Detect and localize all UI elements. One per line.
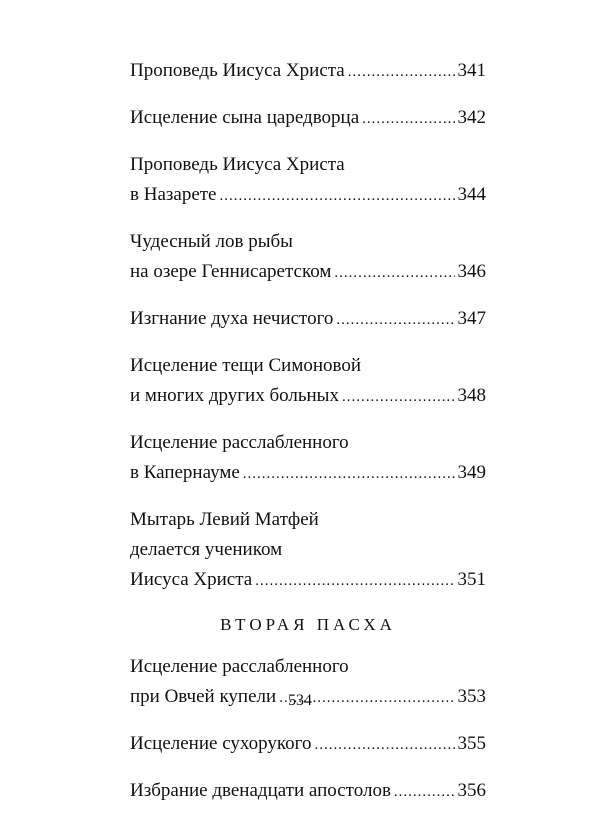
toc-entry-line [130, 505, 486, 535]
toc-entry-title: Чудесный лов рыбы [130, 231, 293, 252]
toc-entry-line [130, 652, 486, 682]
toc-entry-title: Изгнание духа нечистого [130, 308, 334, 329]
toc-entry-title: Исцеление расслабленного [130, 432, 349, 453]
toc-page-number: 348 [457, 385, 486, 406]
dot-leader [334, 258, 454, 288]
toc-entry [130, 56, 486, 87]
toc-entry-line [130, 428, 486, 458]
toc-entry-title: в Капернауме [130, 462, 240, 483]
toc-page-number: 342 [457, 107, 486, 128]
toc-entry-title: Исцеление сына царедворца [130, 107, 360, 128]
dot-leader [336, 305, 454, 335]
toc-entry [130, 351, 486, 412]
toc-entry [130, 505, 486, 596]
toc-page-number: 347 [457, 308, 486, 329]
toc-entry-line [130, 150, 486, 180]
page-number: 534 [288, 692, 312, 709]
toc-entry [130, 428, 486, 489]
toc-entry-line [130, 351, 486, 381]
toc-entry-title: Избрание двенадцати апостолов [130, 780, 391, 801]
section-heading: ВТОРАЯ ПАСХА [220, 615, 396, 634]
toc-entry-line [130, 565, 486, 596]
toc-part-1 [130, 56, 486, 596]
toc-entry [130, 729, 486, 760]
toc-page-number: 341 [457, 60, 486, 81]
toc-entry-title: при Овчей купели [130, 686, 277, 707]
dot-leader [243, 459, 455, 489]
toc-entry-line [130, 458, 486, 489]
toc-entry-title: Исцеление сухорукого [130, 733, 312, 754]
toc-entry-title: делается учеником [130, 539, 283, 560]
toc-page-number: 356 [457, 780, 486, 801]
toc-entry-title: Проповедь Иисуса Христа [130, 60, 345, 81]
toc-entry-title: Иисуса Христа [130, 569, 253, 590]
toc-page-number: 353 [457, 686, 486, 707]
toc-entry-title: Мытарь Левий Матфей [130, 509, 319, 530]
toc-page-number: 344 [457, 184, 486, 205]
toc-entry [130, 227, 486, 288]
toc-entry [130, 304, 486, 335]
dot-leader [219, 181, 454, 211]
dot-leader [314, 730, 454, 760]
toc-entry-title: Исцеление тещи Симоновой [130, 355, 362, 376]
toc-entry-line [130, 304, 486, 335]
toc-entry-title: Проповедь Иисуса Христа [130, 154, 345, 175]
dot-leader [348, 57, 455, 87]
toc-part-2 [130, 652, 486, 807]
toc-page-number: 355 [457, 733, 486, 754]
dot-leader [255, 566, 454, 596]
toc-entry-title: и многих других больных [130, 385, 339, 406]
toc-entry [130, 776, 486, 807]
dot-leader [362, 104, 454, 134]
toc-entry-title: на озере Геннисаретском [130, 261, 332, 282]
toc-entry-line [130, 103, 486, 134]
toc-entry-line [130, 56, 486, 87]
toc-page-number: 346 [457, 261, 486, 282]
dot-leader [394, 777, 455, 807]
toc-entry-line [130, 227, 486, 257]
toc-entry-line [130, 180, 486, 211]
toc-page-number: 349 [457, 462, 486, 483]
toc-entry [130, 150, 486, 211]
toc-entry-title: в Назарете [130, 184, 217, 205]
toc-entry [130, 103, 486, 134]
dot-leader [342, 382, 455, 412]
toc-entry-line [130, 776, 486, 807]
toc-entry-line [130, 381, 486, 412]
toc-page-number: 351 [457, 569, 486, 590]
toc-entry-line [130, 729, 486, 760]
toc-entry-title: Исцеление расслабленного [130, 656, 349, 677]
toc-entry-line [130, 257, 486, 288]
toc-entry-line [130, 535, 486, 565]
